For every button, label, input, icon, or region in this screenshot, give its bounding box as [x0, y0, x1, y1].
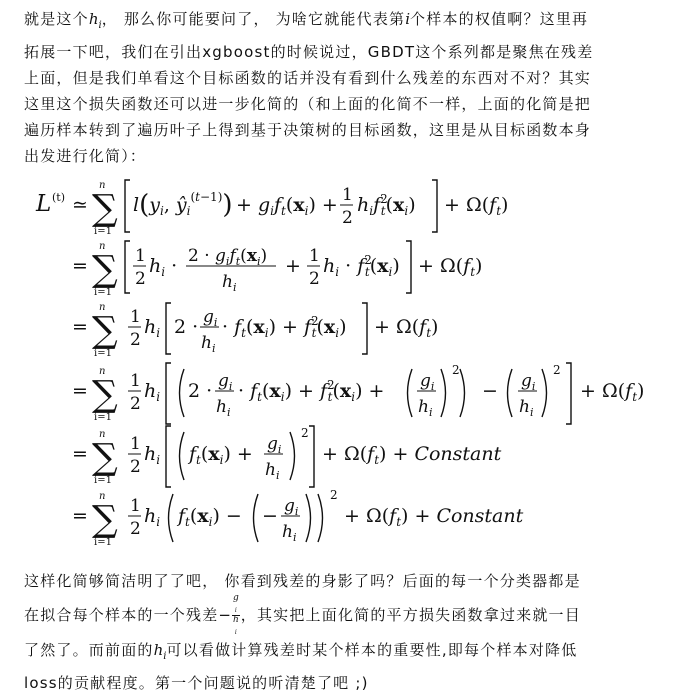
right-paren: [290, 432, 295, 480]
half-numerator: 1: [135, 246, 146, 266]
left-paren: [408, 369, 413, 417]
right-paren: [460, 369, 465, 417]
frac-numerator: $g_i$: [420, 371, 435, 393]
term-regularizer: + $\Omega(f_t)$: [374, 316, 439, 340]
intro-line-2: 拓展一下吧，我们在引出xgboost的时候说过，GBDT这个系列都是聚焦在残差: [24, 43, 594, 61]
right-bracket: [309, 426, 314, 487]
outro-text: ，其实把上面化简的平方损失函数拿过来就一目: [240, 605, 581, 624]
term-two: 2 ·: [174, 316, 199, 338]
omega: Ω: [365, 505, 382, 527]
sum-upper: n: [99, 180, 106, 191]
right-bracket: [406, 241, 411, 293]
outro-line-4: loss的贡献程度。第一个问题说的听清楚了吧 ;): [24, 673, 369, 692]
sum-lower: i=1: [94, 475, 112, 486]
loss-symbol: L: [36, 191, 52, 217]
term-hessian: $h_if^2$ $t(x_i)$: [357, 192, 416, 218]
half-denominator: 2: [130, 457, 141, 477]
right-paren: [306, 494, 311, 542]
term-h: $h_i$ ·: [149, 255, 178, 279]
omega: Ω: [439, 255, 456, 277]
left-bracket: [166, 363, 171, 424]
outro-paragraph: [24, 568, 660, 696]
omega: Ω: [395, 316, 412, 338]
h-symbol: $h_i$: [153, 640, 167, 662]
intro-line-4: 这里这个损失函数还可以进一步化简的（和上面的化简不一样，上面的化简是把: [24, 95, 592, 113]
frac-denominator: $h_i$: [216, 397, 231, 419]
equation-line-3: [72, 302, 438, 359]
sum-lower: i=1: [94, 226, 112, 237]
half-numerator: 1: [130, 307, 141, 327]
sum-sign: ∑: [92, 437, 118, 478]
negative-sign: −: [218, 605, 231, 624]
frac-numerator: $g_i$: [218, 371, 233, 393]
term-two: 2 ·: [188, 380, 213, 402]
term-hessian: $h_i \cdot f^2$ $t(x_i)$: [323, 253, 400, 279]
frac-numerator: $g_i$: [521, 371, 536, 393]
sum-upper: n: [99, 302, 106, 313]
equation-line-5: [72, 426, 502, 487]
outro-line-3: [24, 637, 660, 670]
omega: Ω: [465, 194, 482, 216]
frac-denominator: $h_i$: [418, 397, 433, 419]
square-exponent: 2: [553, 363, 561, 377]
half-numerator: 1: [130, 434, 141, 454]
term-f: $f_t(x_i)$ +: [189, 443, 253, 467]
h-letter: h: [232, 614, 239, 625]
omega: Ω: [601, 380, 618, 402]
term-loss: $l(y_i$, $ŷ_i^(t-1$)): [133, 190, 233, 220]
half-denominator: 2: [130, 394, 141, 414]
sum-upper: n: [99, 491, 106, 502]
term-h: $h_i$: [144, 505, 161, 529]
frac-denominator: $h_i$: [222, 272, 237, 294]
left-bracket: [125, 180, 130, 232]
sum-lower: i=1: [94, 287, 112, 298]
equals-sign: =: [72, 380, 88, 402]
intro-line-6: 出发进行化简）：: [24, 147, 147, 165]
h-letter: h: [88, 10, 99, 28]
equals-sign: =: [72, 505, 88, 527]
i-symbol: i: [405, 10, 411, 28]
frac-denominator: $h_i$: [519, 397, 534, 419]
plus-sign: +: [285, 255, 301, 277]
minus-sign: −: [482, 380, 498, 402]
sum-upper: n: [99, 366, 106, 377]
half-numerator: 1: [130, 371, 141, 391]
sum-sign: ∑: [92, 499, 118, 540]
residual-fraction: [232, 594, 240, 637]
term-gradient: + $g_if_t(x_i)$ +: [236, 194, 338, 218]
frac-numerator: $g_i$: [284, 496, 299, 518]
sum-sign: ∑: [92, 249, 118, 290]
minus-sign: −: [262, 505, 278, 527]
half-denominator: 2: [342, 208, 353, 228]
intro-text: ， 那么你可能要问了， 为啥它就能代表第: [101, 10, 406, 28]
term-h: $h_i$: [144, 380, 161, 404]
term-regularizer: + $\Omega(f_t)$: [580, 380, 645, 404]
approx-sign: ≃: [72, 194, 88, 216]
fraction-denominator: h $_i$: [232, 614, 239, 636]
term-f: · $f_t(x_i) + f^2$ $t(x_i)$: [222, 314, 347, 340]
frac-numerator: $g_i$: [267, 434, 282, 456]
square-exponent: 2: [452, 363, 460, 377]
frac-denominator: $h_i$: [282, 522, 297, 544]
equals-sign: =: [72, 443, 88, 465]
fraction-numerator: g $_i$: [232, 593, 239, 614]
right-paren: [542, 369, 547, 417]
constant-term: Constant: [414, 443, 502, 465]
right-bracket: [362, 303, 367, 354]
left-bracket: [166, 303, 171, 354]
intro-text: 个样本的权值啊？这里再: [410, 10, 589, 28]
equation-line-4: [72, 363, 644, 424]
term-h: $h_i$: [144, 316, 161, 340]
right-paren: [318, 494, 323, 542]
equals-sign: =: [72, 255, 88, 277]
term-regularizer: + $\Omega(f_t)$: [418, 255, 483, 279]
left-paren: [508, 369, 513, 417]
term-h: $h_i$: [144, 443, 161, 467]
equation-line-6: [72, 488, 524, 548]
sum-upper: n: [99, 429, 106, 440]
intro-text: 就是这个: [24, 10, 89, 28]
term-regularizer: + $\Omega(f_t)$ + Constant: [322, 443, 502, 467]
right-bracket: [432, 180, 437, 232]
constant-term: Constant: [436, 505, 524, 527]
term-f: $f_t(x_i)$ −: [178, 505, 242, 529]
sum-lower: i=1: [94, 348, 112, 359]
outro-line-1: 这样化简够简洁明了了吧， 你看到残差的身影了吗？后面的每一个分类器都是: [24, 572, 581, 590]
equals-sign: =: [72, 316, 88, 338]
outro-text: 可以看做计算残差时某个样本的重要性,即每个样本对降低: [166, 640, 578, 659]
outro-text: 了然了。而前面的: [24, 640, 154, 659]
g-letter: g: [232, 593, 239, 603]
left-paren: [180, 369, 185, 417]
frac-numerator: $2 \cdot g_if_t(x_i)$: [188, 246, 268, 268]
h-letter: h: [153, 640, 164, 659]
equation-line-2: [72, 241, 482, 298]
square-exponent: 2: [330, 488, 338, 502]
outro-line-2: [24, 594, 660, 637]
frac-denominator: $h_i$: [201, 333, 216, 355]
half-denominator: 2: [135, 269, 146, 289]
h-subscript: i: [98, 20, 102, 31]
right-paren: [441, 369, 446, 417]
sum-upper: n: [99, 241, 106, 252]
outro-text: 在拟合每个样本的一个残差: [24, 605, 219, 624]
omega: Ω: [343, 443, 360, 465]
term-regularizer: + $\Omega(f_t)$: [444, 194, 509, 218]
term-f: · $f_t(x_i) + f^2$ $t(x_i)$ +: [238, 378, 385, 404]
intro-line-5: 遍历样本转到了遍历叶子上得到基于决策树的目标函数，这里是从目标函数本身: [24, 121, 592, 139]
sum-sign: ∑: [92, 374, 118, 415]
left-paren: [180, 432, 185, 480]
half-denominator: 2: [130, 330, 141, 350]
frac-denominator: $h_i$: [265, 460, 280, 482]
half-numerator: 1: [130, 496, 141, 516]
half-denominator: 2: [309, 269, 320, 289]
sum-lower: i=1: [94, 412, 112, 423]
sum-lower: i=1: [94, 537, 112, 548]
half-denominator: 2: [130, 519, 141, 539]
equation-line-1: [35, 180, 508, 237]
left-bracket: [166, 426, 171, 487]
sum-sign: ∑: [92, 310, 118, 351]
sum-sign: ∑: [92, 188, 118, 229]
left-paren: [254, 494, 259, 542]
intro-line-3: 上面，但是我们单看这个目标函数的话并没有看到什么残差的东西对不对？其实: [24, 69, 592, 87]
term-regularizer: + $\Omega(f_t)$ + Constant: [344, 505, 524, 529]
right-bracket: [566, 363, 571, 424]
square-exponent: 2: [301, 426, 309, 440]
loss-superscript: (t): [52, 191, 66, 204]
left-bracket: [125, 241, 130, 293]
half-numerator: 1: [342, 185, 353, 205]
left-paren: [169, 494, 174, 542]
frac-numerator: $g_i$: [203, 307, 218, 329]
half-numerator: 1: [309, 246, 320, 266]
